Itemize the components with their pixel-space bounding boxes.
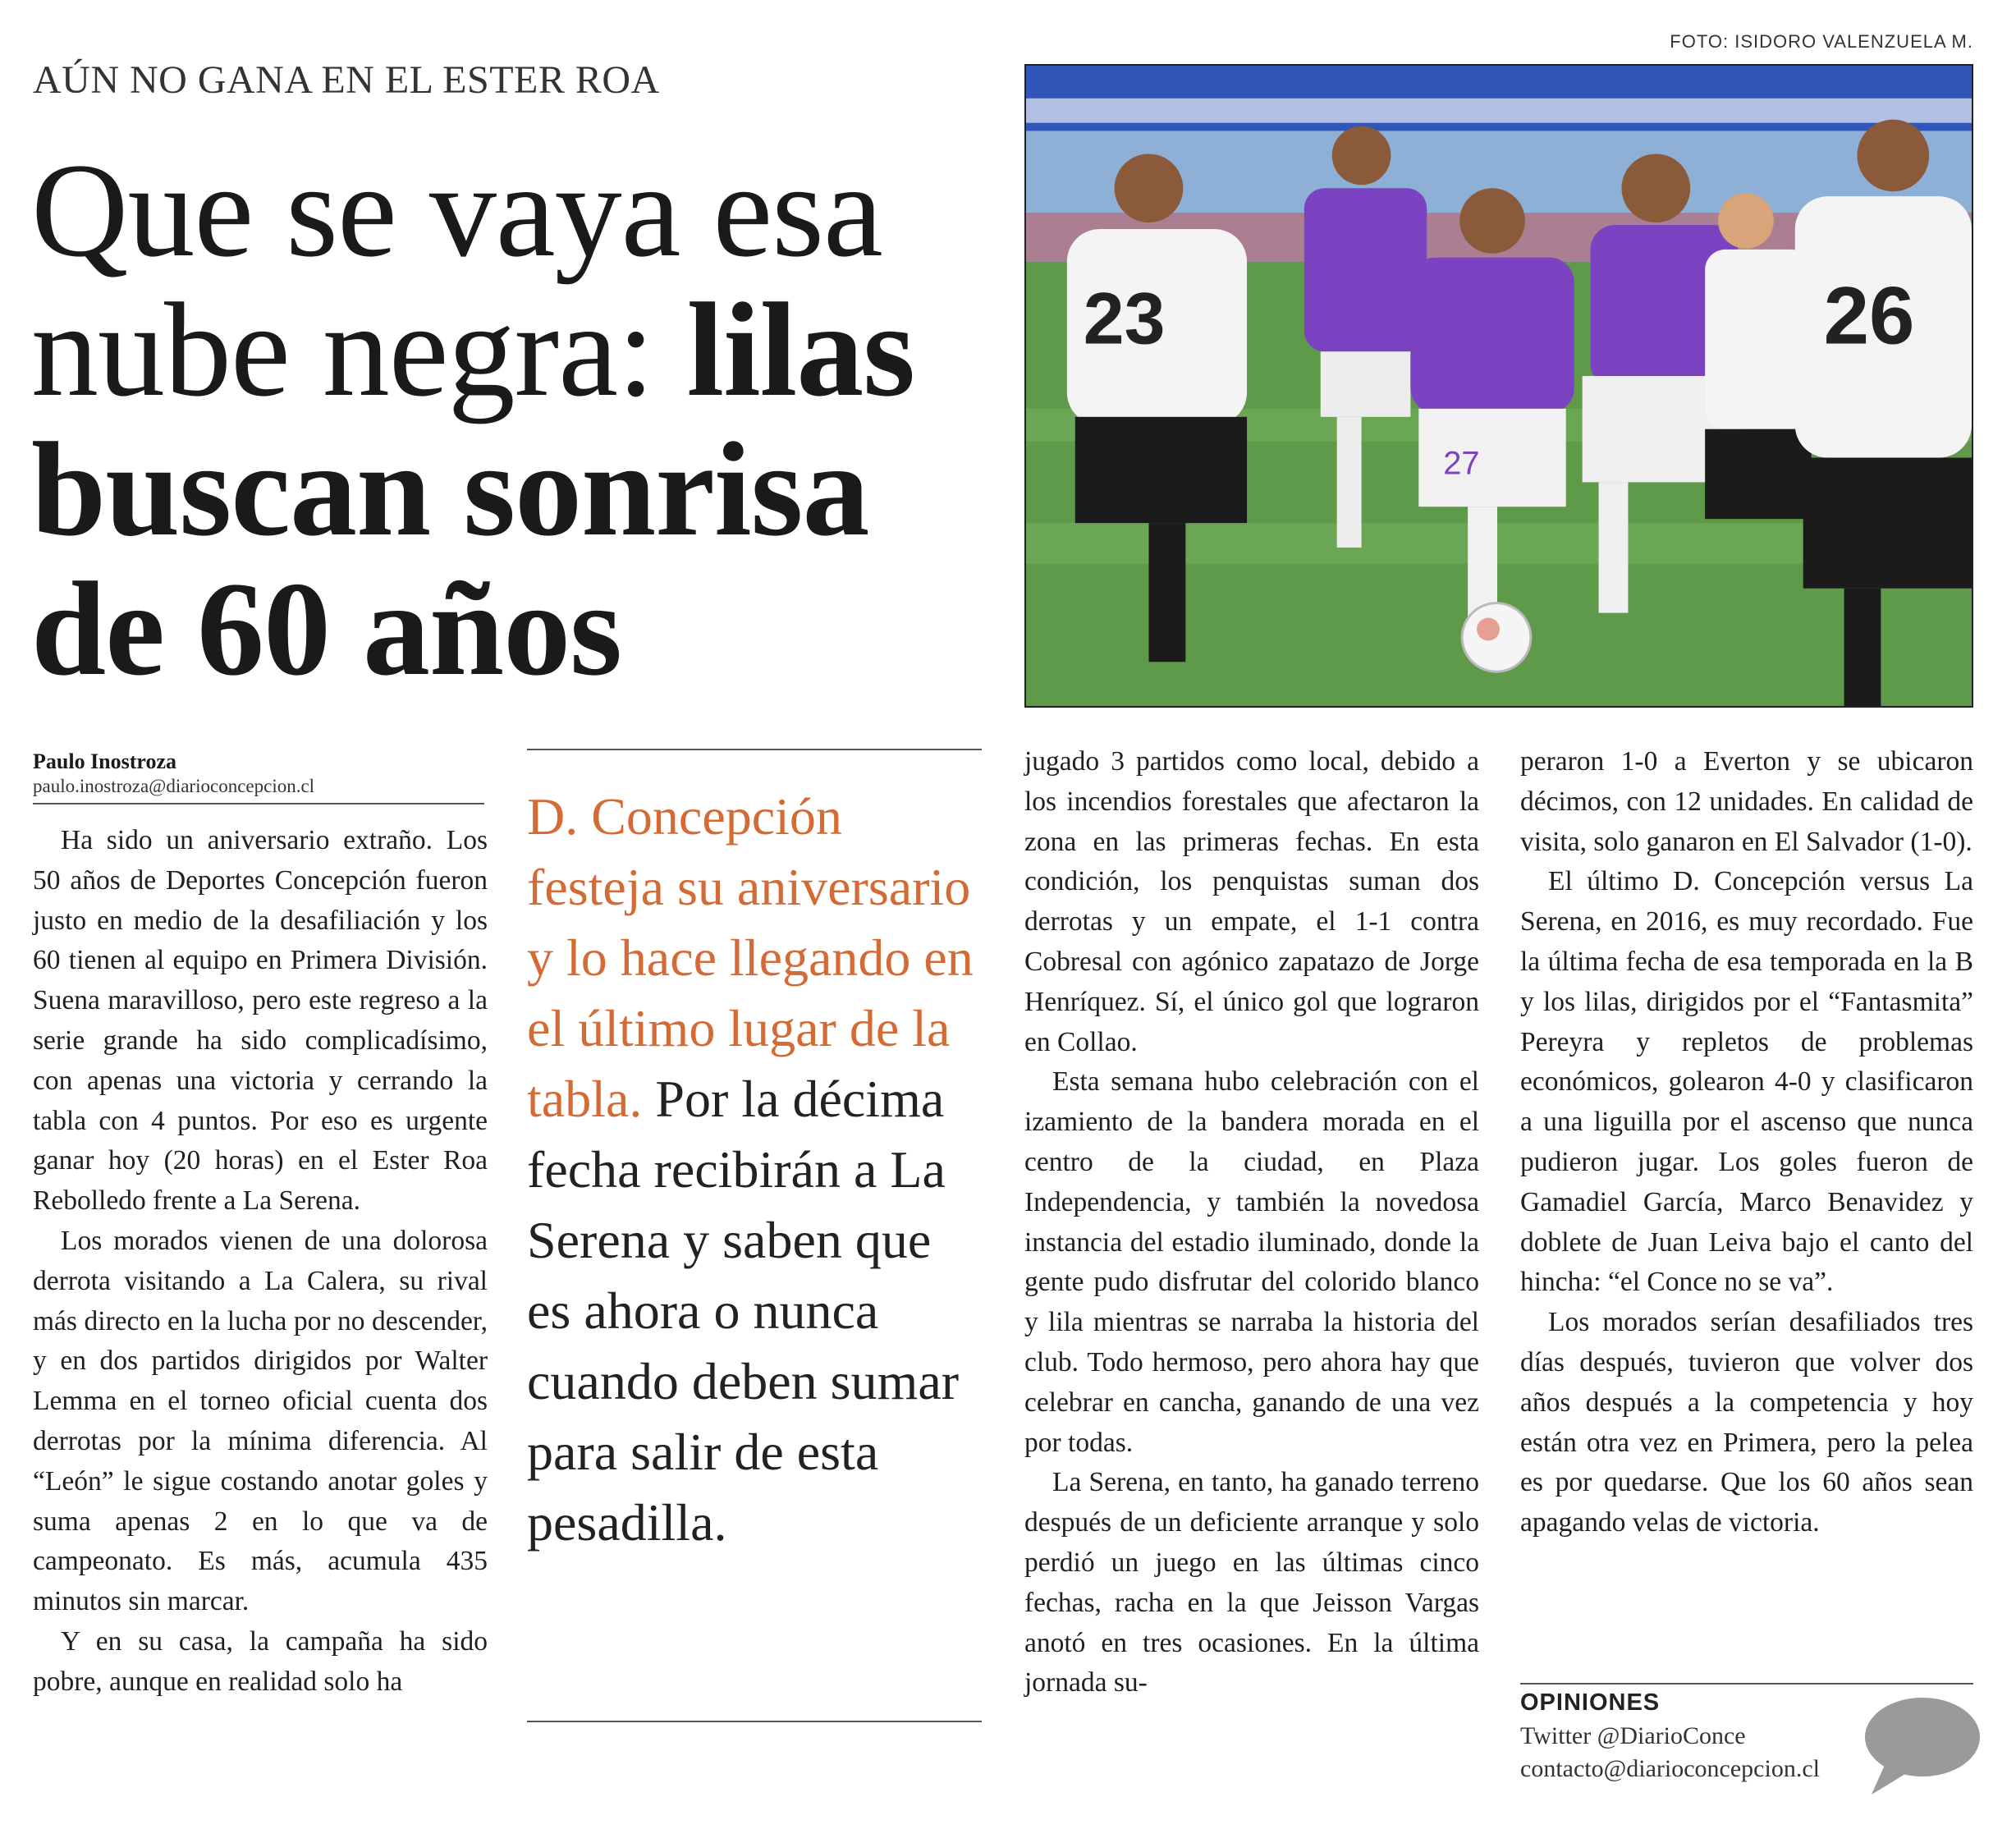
- soccer-ball: [1462, 603, 1531, 672]
- headline-line-4: de 60 años: [31, 555, 622, 704]
- pullquote: [527, 782, 987, 1558]
- opinions-title: OPINIONES: [1520, 1689, 1661, 1716]
- headline-line-2-bold: lilas: [686, 276, 915, 424]
- headline-line-1: Que se vaya esa: [31, 136, 882, 285]
- pullquote-accent: D. Concepción festeja su aniversario y lo hace llegando en el último lugar de la tabla.: [527, 787, 974, 1128]
- opinions-divider: [1520, 1683, 1973, 1685]
- paragraph: Los morados vienen de una dolorosa derrota visitando a La Calera, su rival más directo en la lucha por no descender, y en dos partidos dirigidos por Walter Lemma en el torneo oficial cuenta dos derrotas por la mínima diferencia. Al “León” le sigue costando anotar goles y suma apenas 2 en lo que va de campeonato. Es más, acumula 435 minutos sin marcar.: [33, 1225, 488, 1617]
- kicker: AÚN NO GANA EN EL ESTER ROA: [33, 58, 660, 102]
- author-email[interactable]: paulo.inostroza@diarioconcepcion.cl: [33, 776, 315, 796]
- paragraph: peraron 1-0 a Everton y se ubicaron décimos, con 12 unidades. En calidad de visita, solo ganaron en El Salvador (1-0).: [1520, 746, 1973, 857]
- paragraph: jugado 3 partidos como local, debido a los incendios forestales que afectaron la zona en las primeras fechas. En esta condición, los penquistas suman dos derrotas y un empate, el 1-1 contra Cobresal con agónico zapatazo de Jorge Henríquez. Sí, el único gol que lograron en Collao.: [1024, 746, 1479, 1057]
- body-column-1: [33, 821, 488, 1703]
- svg-text:27: 27: [1443, 445, 1480, 482]
- paragraph: Esta semana hubo celebración con el izamiento de la bandera morada en el centro de la ciudad, en Plaza Independencia, y también la novedosa instancia del estadio iluminado, donde la gente pudo disfrutar del colorido blanco y lila mientras se narraba la historia del club. Todo hermoso, pero ahora hay que celebrar en cancha, ganando de una vez por todas.: [1024, 1066, 1479, 1458]
- stadium-seats-row: [1026, 99, 1972, 123]
- headline: [31, 136, 1000, 704]
- headline-line-2: [31, 276, 1000, 424]
- paragraph: Ha sido un aniversario extraño. Los 50 años de Deportes Concepción fueron justo en medio de la desafiliación y los 60 tienen al equipo en Primera División. Suena maravilloso, pero este regreso a la serie grande ha sido complicadísimo, con apenas una victoria y cerrando la tabla con 4 puntos. Por eso es urgente ganar hoy (20 horas) en el Ester Roa Rebolledo frente a La Serena.: [33, 825, 488, 1217]
- body-column-3: [1024, 742, 1479, 1703]
- paragraph: Los morados serían desafiliados tres días después, tuvieron que volver dos años después a la competencia y hoy están otra vez en Primera, pero la pelea es por quedarse. Que los 60 años sean apagando velas de victoria.: [1520, 1307, 1973, 1538]
- paragraph: La Serena, en tanto, ha ganado terreno después de un deficiente arranque y solo perdió un juego en las últimas cinco fechas, racha en la que Jeisson Vargas anotó en tres ocasiones. En la última jornada su-: [1024, 1467, 1479, 1698]
- pullquote-rule-bottom: [527, 1721, 982, 1722]
- match-photo: [1024, 64, 1973, 708]
- body-column-4: [1520, 742, 1973, 1543]
- pullquote-rule-top: [527, 749, 982, 750]
- photo-credit: FOTO: ISIDORO VALENZUELA M.: [1670, 31, 1973, 52]
- svg-text:26: 26: [1823, 270, 1915, 362]
- paragraph: El último D. Concepción versus La Serena, en 2016, es muy recordado. Fue la última fecha de esa temporada en la B y los lilas, dirigidos por el “Fantasmita” Pereyra y repletos de problemas económicos, golearon 4-0 y clasificaron a una liguilla por el ascenso que nunca pudieron jugar. Los goles fueron de Gamadiel García, Marco Benavidez y doblete de Juan Leiva bajo el canto del hincha: “el Conce no se va”.: [1520, 866, 1973, 1298]
- byline-divider: [33, 803, 484, 804]
- match-photo-illustration: [1026, 66, 1972, 706]
- headline-line-3: buscan sonrisa: [31, 415, 869, 564]
- author-name: Paulo Inostroza: [33, 749, 177, 773]
- speech-bubble-icon: [1860, 1691, 1983, 1798]
- paragraph: Y en su casa, la campaña ha sido pobre, aunque en realidad solo ha: [33, 1625, 488, 1697]
- byline: [33, 749, 483, 798]
- opinions-twitter[interactable]: Twitter @DiarioConce: [1520, 1722, 1746, 1749]
- opinions-email[interactable]: contacto@diarioconcepcion.cl: [1520, 1755, 1820, 1782]
- pullquote-rest: Por la décima fecha recibirán a La Serena y saben que es ahora o nunca cuando deben sumar para salir de esta pesadilla.: [527, 1070, 960, 1552]
- svg-text:23: 23: [1083, 277, 1166, 360]
- headline-line-2-light: nube negra:: [31, 276, 687, 424]
